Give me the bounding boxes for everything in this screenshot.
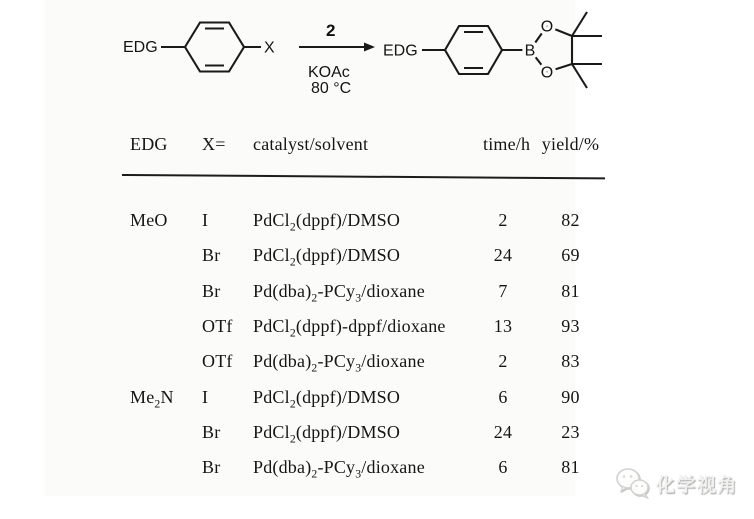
- reagent-number-label: 2: [326, 21, 336, 40]
- scanned-document: [45, 0, 600, 496]
- cell-x: Br: [202, 280, 221, 301]
- cell-x: I: [202, 386, 209, 407]
- watermark-label: 化学视角: [656, 474, 739, 496]
- cell-catalyst: $Pd(dba)_2-PCy_3$/dioxane: [253, 280, 425, 305]
- methyl-bond-1: [572, 12, 587, 36]
- reactant-x-label: X: [264, 39, 275, 57]
- cell-time: 24: [493, 245, 513, 266]
- header-edg: EDG: [130, 134, 168, 154]
- reaction-scheme: [45, 0, 754, 112]
- cell-x: I: [202, 210, 209, 231]
- oxygen-top-label: O: [540, 18, 554, 36]
- header-catalyst-solvent: catalyst/solvent: [253, 134, 369, 154]
- cell-yield: 81: [561, 280, 580, 301]
- cell-yield: 23: [561, 421, 580, 442]
- cell-time: 24: [493, 421, 513, 442]
- cell-catalyst: PdCl$_2$(dppf)/DMSO: [253, 421, 401, 446]
- cell-yield: 83: [561, 351, 580, 372]
- cell-yield: 81: [561, 457, 580, 478]
- cell-time: 2: [498, 351, 508, 372]
- cell-catalyst: PdCl$_2$(dppf)-dppf/dioxane: [253, 316, 446, 340]
- cell-catalyst: PdCl$_2$(dppf)/DMSO: [253, 245, 401, 270]
- table-header-rule: [122, 174, 605, 180]
- cell-yield: 69: [561, 245, 580, 266]
- oxygen-bottom-label: O: [540, 64, 554, 82]
- wechat-icon: [615, 465, 651, 501]
- cell-yield: 90: [561, 386, 580, 407]
- boron-atom-label: B: [524, 42, 536, 60]
- table-header: [130, 134, 618, 155]
- condition-base-label: KOAc: [308, 64, 350, 81]
- cell-x: Br: [202, 457, 221, 478]
- benzene-ring-product: [445, 26, 502, 74]
- product-edg-label: EDG: [383, 42, 418, 60]
- cell-catalyst: PdCl$_2$(dppf)/DMSO: [253, 210, 401, 234]
- cell-time: 6: [498, 386, 508, 407]
- cell-yield: 82: [561, 210, 580, 231]
- benzene-ring-reactant: [185, 23, 244, 72]
- cell-catalyst: $Pd(dba)_2-PCy_3$/dioxane: [253, 351, 425, 375]
- cell-yield: 93: [561, 316, 580, 337]
- watermark: [615, 465, 738, 501]
- header-x: X=: [202, 134, 226, 154]
- cell-x: OTf: [202, 351, 233, 372]
- methyl-bond-4: [572, 64, 587, 88]
- cell-catalyst: $Pd(dba)_2-PCy_3$/dioxane: [253, 457, 425, 481]
- cell-time: 6: [498, 457, 508, 478]
- header-time: time/h: [483, 134, 531, 154]
- reactant-edg-label: EDG: [123, 39, 158, 56]
- cell-edg: $Me_2N$: [130, 386, 174, 411]
- cell-x: Br: [202, 421, 221, 442]
- results-table: [130, 203, 618, 485]
- cell-x: OTf: [202, 316, 233, 337]
- condition-temp-label: 80 °C: [311, 80, 352, 97]
- cell-catalyst: PdCl$_2$(dppf)/DMSO: [253, 386, 401, 411]
- header-yield: yield/%: [541, 134, 600, 154]
- reaction-arrowhead: [364, 43, 375, 52]
- cell-time: 7: [498, 280, 508, 301]
- cell-x: Br: [202, 245, 221, 266]
- cell-time: 13: [493, 316, 513, 337]
- cell-time: 2: [498, 210, 508, 231]
- cell-edg: MeO: [130, 210, 168, 231]
